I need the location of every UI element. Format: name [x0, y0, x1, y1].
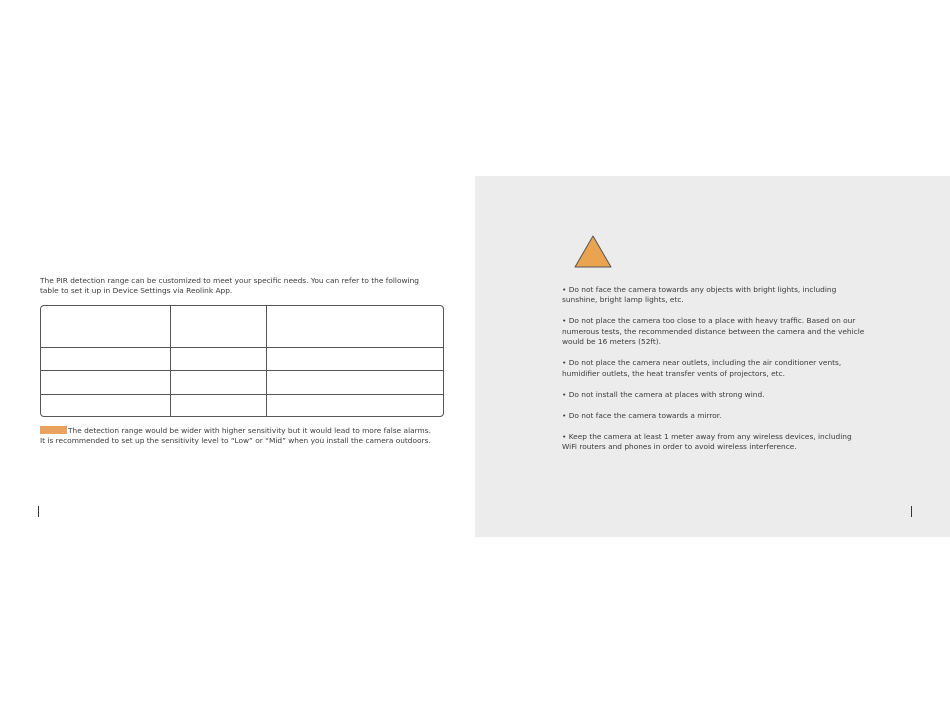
sensitivity-note [40, 426, 435, 447]
table-row [41, 347, 443, 370]
tip-item: • Do not place the camera near outlets, including the air conditioner vents, humidifier outlets, the heat transfer vents of projectors, etc. [562, 358, 842, 378]
left-page [0, 176, 475, 537]
installation-tips-list [562, 285, 867, 463]
intro-text: The PIR detection range can be customized to meet your specific needs. You can refer to the following table to set it up in Device Settings via Reolink App. [40, 276, 419, 295]
table-row [41, 394, 443, 417]
table-column-divider [266, 306, 267, 416]
table-row [41, 370, 443, 394]
table-header-row [41, 306, 443, 347]
page-number-marker-left [38, 506, 39, 517]
page-number-marker-right [911, 506, 912, 517]
tip-item: • Keep the camera at least 1 meter away from any wireless devices, including WiFi routers and phones in order to avoid wireless interference. [562, 431, 852, 452]
warning-triangle-icon [573, 234, 613, 269]
right-page [475, 176, 950, 537]
tip-item: • Do not face the camera towards a mirror. [562, 410, 722, 420]
note-text: The detection range would be wider with higher sensitivity but it would lead to more false alarms. It is recommended to set up the sensitivity level to “Low” or “Mid” when you install the camera outdoors. [40, 426, 431, 446]
tip-item: • Do not install the camera at places with strong wind. [562, 389, 765, 399]
note-tag [40, 426, 67, 434]
table-column-divider [170, 306, 171, 416]
pir-range-table [40, 305, 444, 417]
tip-item: • Do not place the camera too close to a place with heavy traffic. Based on our numerous tests, the recommended distance between the camera and the vehicle would be 16 meters (52ft). [562, 316, 865, 347]
tip-item: • Do not face the camera towards any objects with bright lights, including sunshine, bright lamp lights, etc. [562, 285, 837, 305]
